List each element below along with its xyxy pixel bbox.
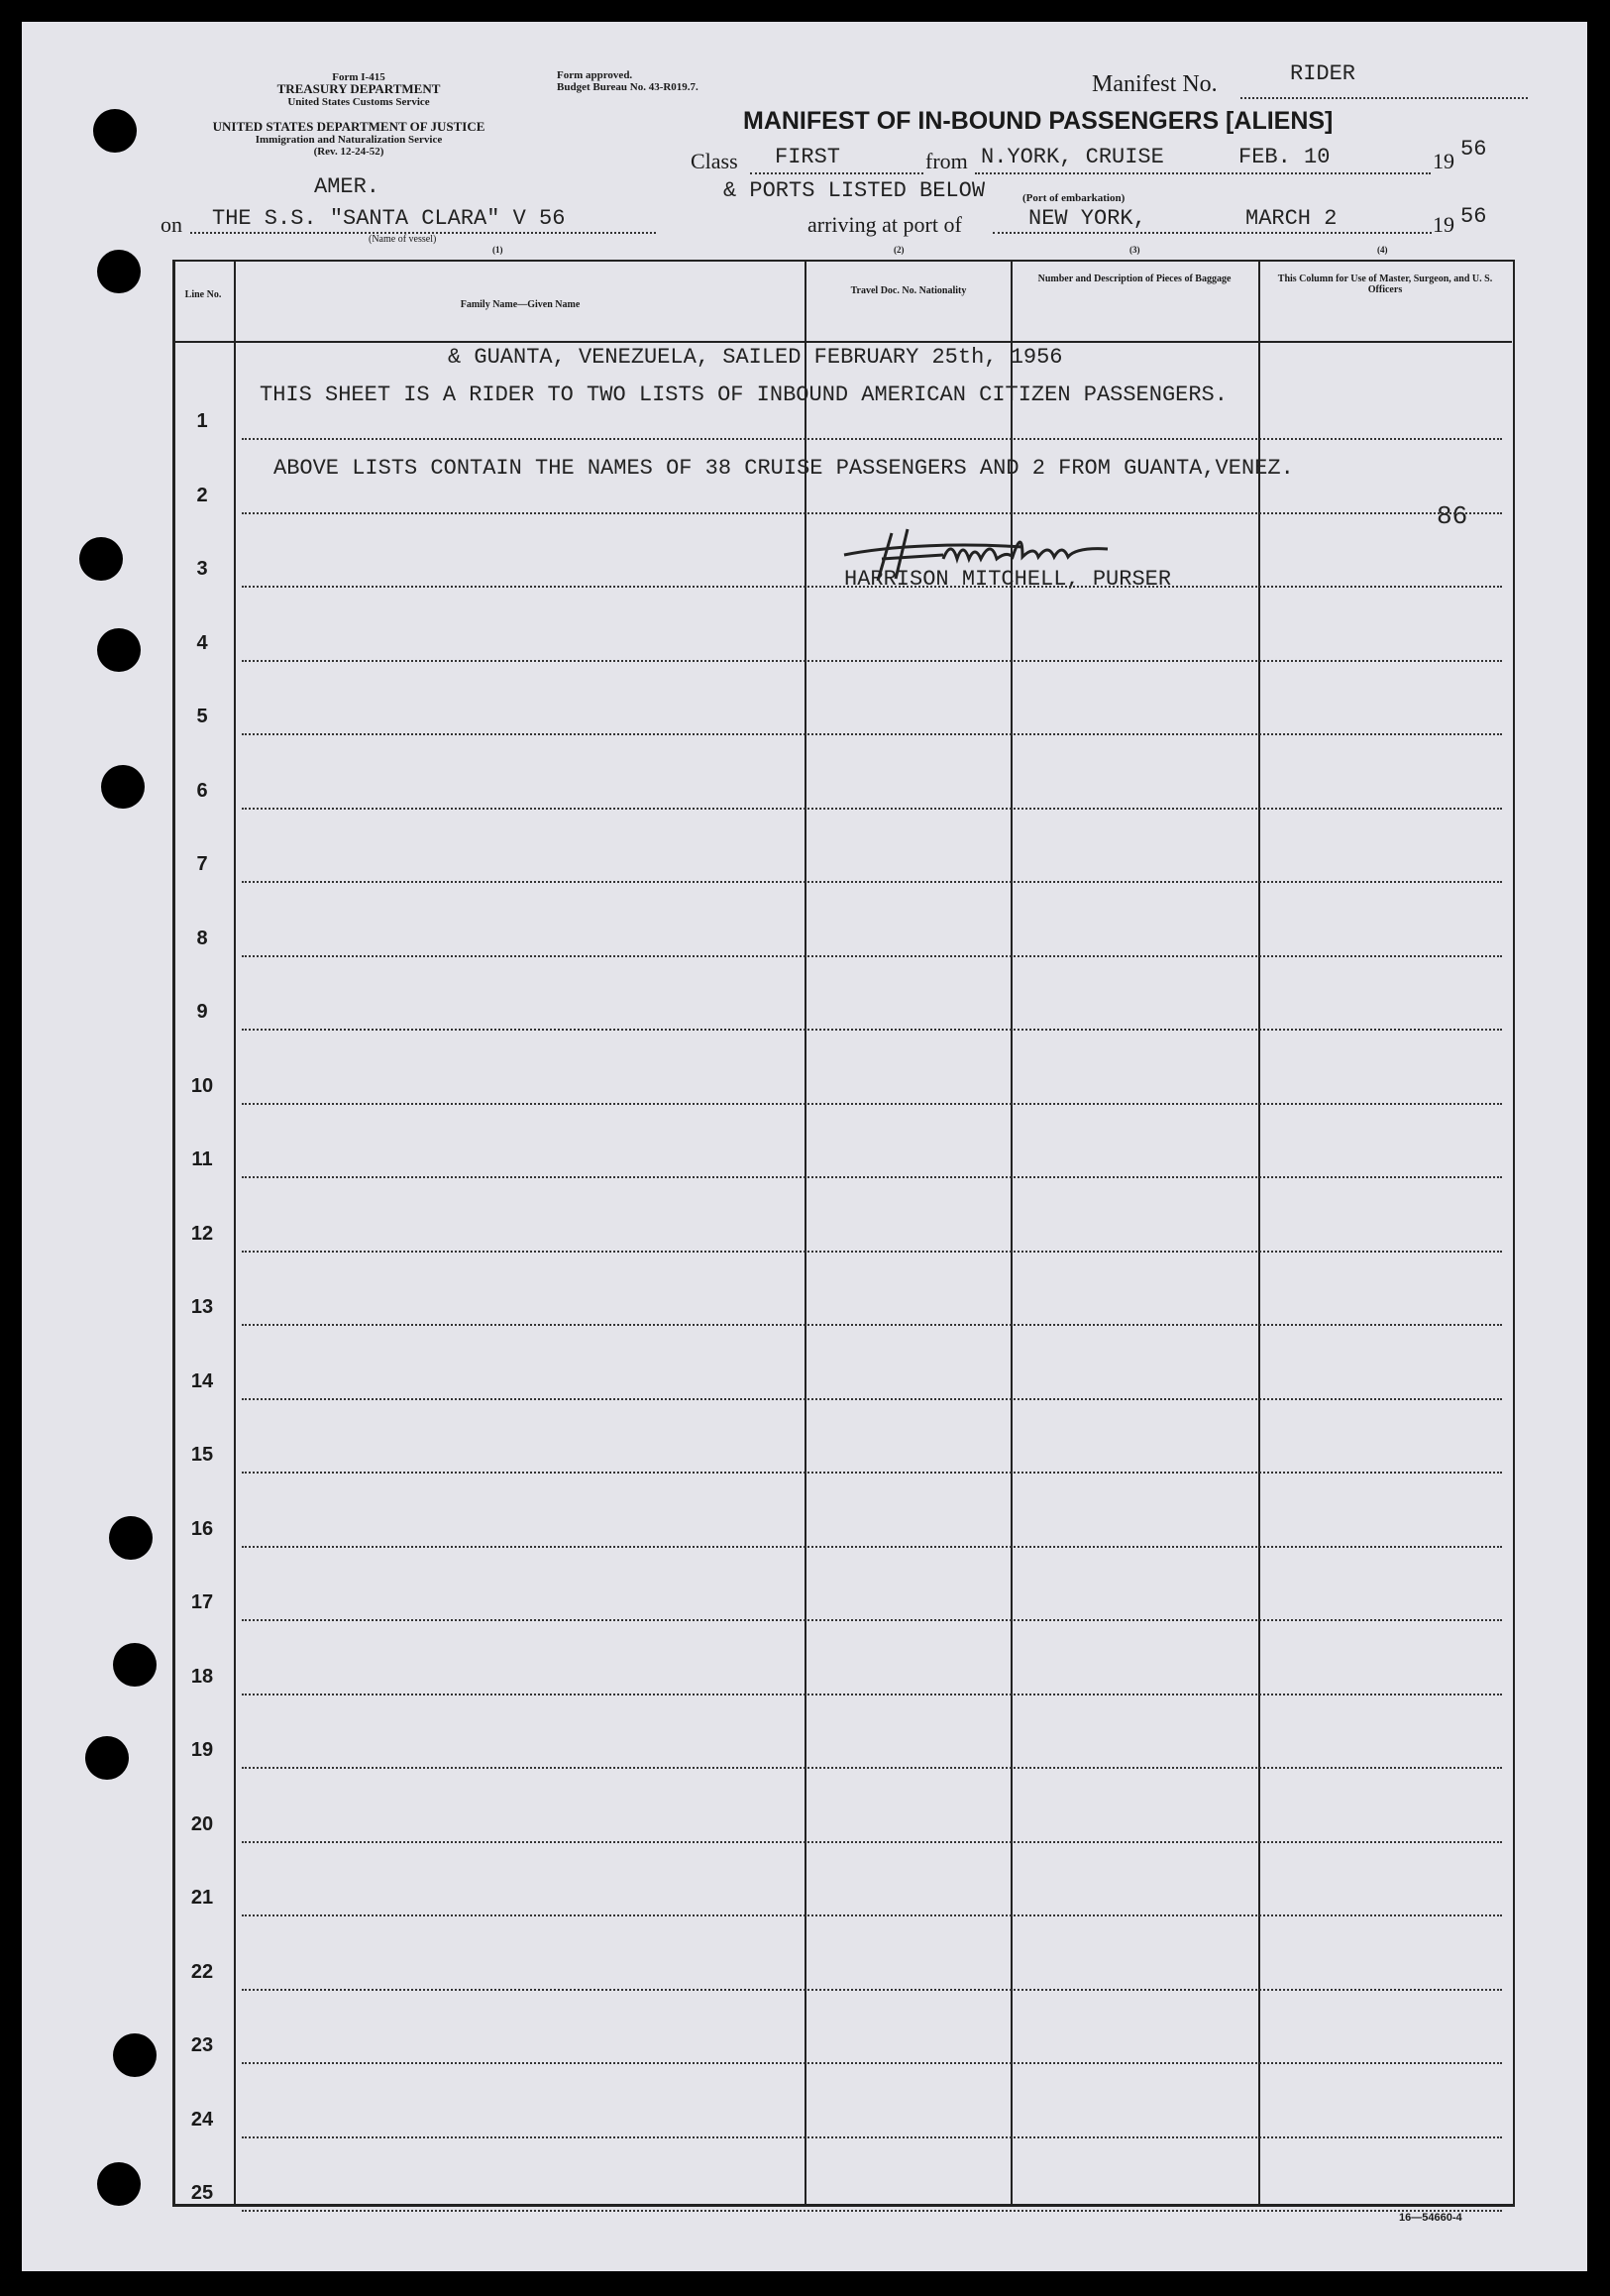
line-number: 1 [196,410,208,432]
table-row [242,1251,1502,1253]
line-number: 17 [190,1591,214,1613]
line-number: 5 [196,706,208,727]
punch-hole [93,109,137,153]
line-number: 25 [190,2182,214,2204]
table-row [242,1324,1502,1326]
rider-line-1: THIS SHEET IS A RIDER TO TWO LISTS OF INBOUND AMERICAN CITIZEN PASSENGERS. [260,383,1228,407]
table-row [242,1619,1502,1621]
ports-line: & PORTS LISTED BELOW [723,178,986,203]
rider-line-0: & GUANTA, VENEZUELA, SAILED FEBRUARY 25th, 1956 [448,345,1063,370]
customs-service: United States Customs Service [287,96,430,108]
year-value: 56 [1460,137,1487,162]
table-row [242,586,1502,588]
line-number: 15 [190,1444,214,1466]
table-row [242,1472,1502,1474]
line-number: 16 [190,1517,214,1540]
table-row [242,1176,1502,1178]
from-label: from [925,149,968,173]
table-row [242,1103,1502,1105]
print-code: 16—54660-4 [1399,2212,1462,2224]
line-number: 9 [196,1001,208,1023]
col-header-travel-doc: Travel Doc. No. Nationality [850,285,967,296]
punch-hole [97,628,141,672]
table-row [242,808,1502,810]
table-row [242,1989,1502,1991]
vessel-name: THE S.S. "SANTA CLARA" V 56 [212,206,566,231]
page-number: 86 [1437,501,1468,531]
punch-hole [79,537,123,581]
punch-hole [97,2162,141,2206]
col-header-name: Family Name—Given Name [460,299,581,310]
departure-date: FEB. 10 [1238,145,1331,169]
table-row [242,2062,1502,2064]
table-row [242,438,1502,440]
arrival-port: NEW YORK, [1028,206,1146,231]
table-row [242,2210,1502,2212]
manifest-title: MANIFEST OF IN-BOUND PASSENGERS [ALIENS] [743,107,1334,135]
col-num-3: (3) [1129,245,1140,255]
line-number: 22 [190,1960,214,1983]
from-value: N.YORK, CRUISE [981,145,1164,169]
table-row [242,1694,1502,1695]
arrival-year: 56 [1460,204,1487,229]
purser-name: HARRISON MITCHELL, PURSER [844,567,1172,592]
line-number: 21 [190,1887,214,1909]
line-number: 7 [196,853,208,875]
table-row [242,1546,1502,1548]
col-header-officers: This Column for Use of Master, Surgeon, and U. S. Officers [1277,273,1493,295]
form-number: Form I-415 [332,71,385,83]
table-row [242,1029,1502,1031]
line-number: 20 [190,1812,214,1835]
line-number: 4 [196,631,208,654]
manifest-no-value: RIDER [1290,61,1356,86]
table-row [242,1914,1502,1916]
line-number: 3 [196,558,208,580]
table-row [242,1767,1502,1769]
line-number: 2 [196,484,208,506]
line-number: 10 [190,1074,214,1097]
col-header-baggage: Number and Description of Pieces of Baggage [1037,273,1232,284]
rider-line-2: ABOVE LISTS CONTAIN THE NAMES OF 38 CRUISE PASSENGERS AND 2 FROM GUANTA,VENEZ. [273,456,1294,481]
table-row [242,881,1502,883]
vessel-note: (Name of vessel) [369,234,437,245]
line-number: 8 [196,927,208,949]
budget-bureau: Budget Bureau No. 43-R019.7. [557,81,698,93]
punch-hole [113,2033,157,2077]
punch-hole [109,1516,153,1560]
flag-value: AMER. [314,174,380,199]
on-label: on [161,212,182,237]
manifest-page [22,22,1587,2271]
port-embark-note: (Port of embarkation) [1022,192,1126,204]
table-row [242,512,1502,514]
class-label: Class [691,149,738,173]
table-row [242,1841,1502,1843]
line-number: 19 [190,1739,214,1761]
col-num-4: (4) [1377,245,1388,255]
punch-hole [85,1736,129,1780]
ins-title: Immigration and Naturalization Service [255,134,443,146]
table-row [242,733,1502,735]
table-header-rule [172,341,1512,343]
arrival-date: MARCH 2 [1245,206,1338,231]
line-number: 6 [196,779,208,802]
table-row [242,2136,1502,2138]
rev-date: (Rev. 12-24-52) [313,146,384,158]
col-num-2: (2) [894,245,905,255]
table-row [242,1398,1502,1400]
line-number: 14 [190,1369,214,1392]
table-row [242,660,1502,662]
col-header-line-no: Line No. [184,289,222,300]
class-value: FIRST [775,145,841,169]
form-approved: Form approved. [557,69,633,81]
doj-title: UNITED STATES DEPARTMENT OF JUSTICE [212,119,485,134]
line-number: 11 [191,1148,213,1170]
col-num-1: (1) [492,245,503,255]
year-prefix: 19 [1433,149,1454,173]
line-number: 24 [190,2108,214,2131]
arriving-label: arriving at port of [807,212,962,237]
treasury-dept: TREASURY DEPARTMENT [276,81,441,96]
arrival-year-prefix: 19 [1433,212,1454,237]
line-number: 18 [190,1665,214,1688]
table-row [242,955,1502,957]
manifest-no-label: Manifest No. [1092,71,1218,97]
line-number: 12 [190,1222,214,1245]
line-number: 23 [190,2034,214,2056]
punch-hole [97,250,141,293]
punch-hole [113,1643,157,1687]
line-number: 13 [190,1296,214,1318]
punch-hole [101,765,145,809]
